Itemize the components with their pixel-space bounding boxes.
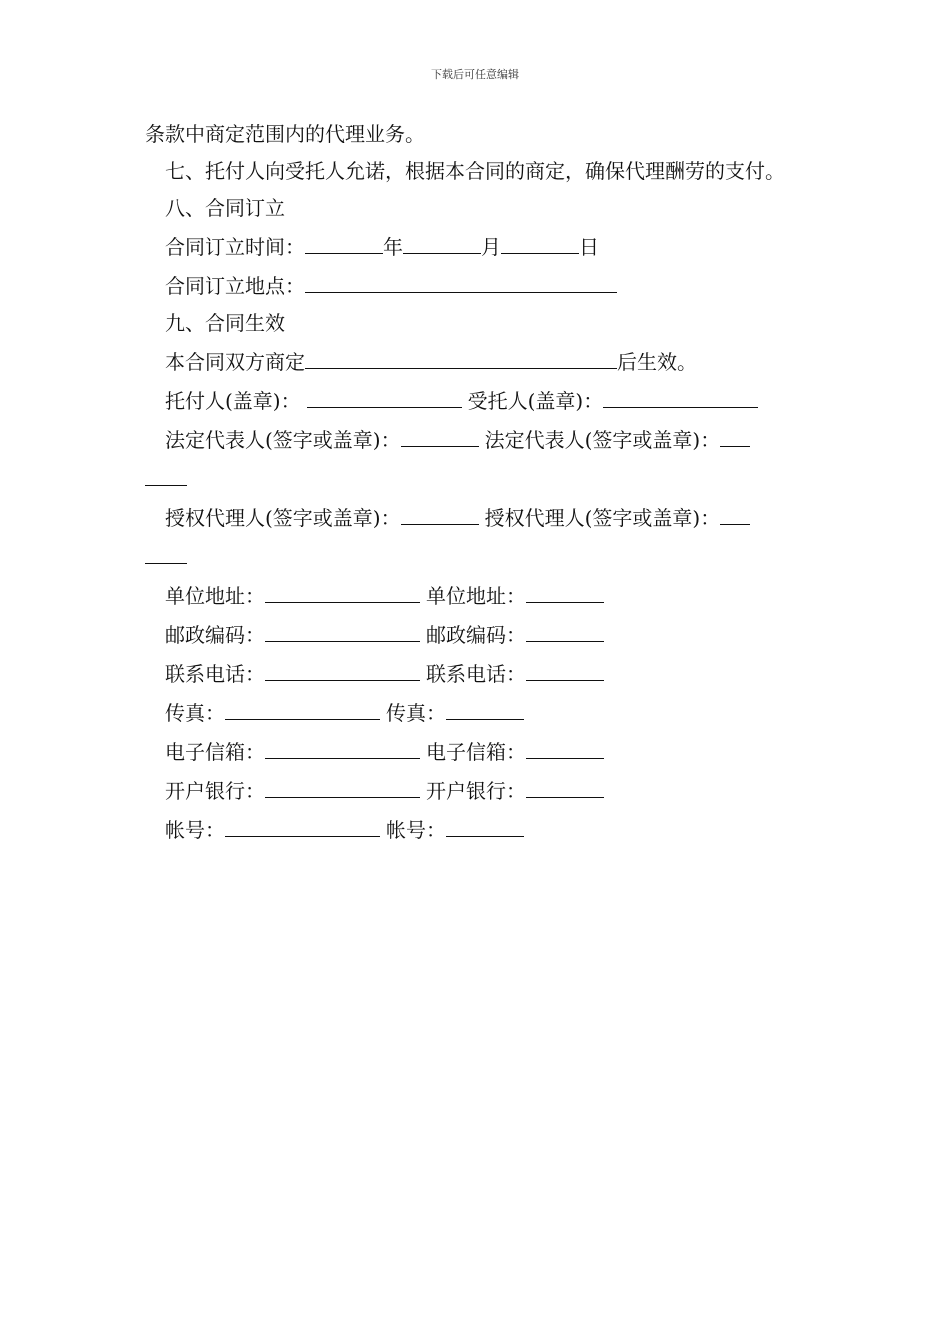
agent-account-blank[interactable] (446, 810, 524, 837)
agent-seal-blank[interactable] (603, 381, 758, 408)
principal-authorized-label: 授权代理人(签字或盖章)： (165, 506, 401, 530)
bank-line (145, 771, 810, 810)
principal-legal-rep-blank[interactable] (401, 420, 479, 447)
principal-fax-label: 传真： (165, 701, 225, 725)
party-seal-line (145, 381, 810, 420)
agent-phone-label: 联系电话： (426, 662, 526, 686)
agent-authorized-blank-cont[interactable] (145, 537, 187, 564)
principal-bank-blank[interactable] (265, 771, 420, 798)
month-blank[interactable] (403, 227, 481, 254)
principal-address-blank[interactable] (265, 576, 420, 603)
agent-authorized-blank[interactable] (720, 498, 750, 525)
principal-phone-label: 联系电话： (165, 662, 265, 686)
contract-body (145, 116, 810, 849)
principal-seal-label: 托付人(盖章)： (165, 389, 301, 413)
clause-seven: 七、托付人向受托人允诺，根据本合同的商定，确保代理酬劳的支付。 (165, 159, 785, 183)
clause-continuation: 条款中商定范围内的代理业务。 (145, 122, 425, 146)
agent-legal-rep-blank-cont[interactable] (145, 459, 187, 486)
principal-account-blank[interactable] (225, 810, 380, 837)
principal-legal-rep-label: 法定代表人(签字或盖章)： (165, 428, 401, 452)
principal-postcode-label: 邮政编码： (165, 623, 265, 647)
principal-address-label: 单位地址： (165, 584, 265, 608)
authorized-agent-line (145, 498, 810, 537)
principal-seal-blank[interactable] (307, 381, 462, 408)
page-header: 下载后可任意编辑 (431, 68, 519, 81)
principal-fax-blank[interactable] (225, 693, 380, 720)
signing-place-line (145, 266, 810, 305)
agent-address-blank[interactable] (526, 576, 604, 603)
agent-bank-label: 开户银行： (426, 779, 526, 803)
principal-email-blank[interactable] (265, 732, 420, 759)
effect-line (145, 342, 810, 381)
effect-suffix: 后生效。 (617, 350, 697, 374)
agent-legal-rep-label: 法定代表人(签字或盖章)： (484, 428, 721, 452)
signing-place-label: 合同订立地点： (165, 274, 305, 298)
email-line (145, 732, 810, 771)
section-nine-heading: 九、合同生效 (165, 311, 285, 335)
agent-email-blank[interactable] (526, 732, 604, 759)
agent-bank-blank[interactable] (526, 771, 604, 798)
principal-postcode-blank[interactable] (265, 615, 420, 642)
agent-fax-label: 传真： (386, 701, 446, 725)
principal-authorized-blank[interactable] (401, 498, 479, 525)
day-label: 日 (579, 235, 599, 259)
agent-address-label: 单位地址： (426, 584, 526, 608)
fax-line (145, 693, 810, 732)
agent-seal-label: 受托人(盖章)： (467, 389, 604, 413)
agent-legal-rep-blank[interactable] (720, 420, 750, 447)
legal-rep-line (145, 420, 810, 459)
signing-date-label: 合同订立时间： (165, 235, 305, 259)
address-line (145, 576, 810, 615)
agent-email-label: 电子信箱： (426, 740, 526, 764)
effect-condition-blank[interactable] (305, 342, 617, 369)
year-label: 年 (383, 235, 403, 259)
agent-fax-blank[interactable] (446, 693, 524, 720)
agent-authorized-label: 授权代理人(签字或盖章)： (484, 506, 721, 530)
principal-account-label: 帐号： (165, 818, 225, 842)
principal-phone-blank[interactable] (265, 654, 420, 681)
authorized-agent-line-wrap (145, 537, 810, 576)
effect-label: 本合同双方商定 (165, 350, 305, 374)
agent-account-label: 帐号： (386, 818, 446, 842)
agent-postcode-label: 邮政编码： (426, 623, 526, 647)
signing-place-blank[interactable] (305, 266, 617, 293)
year-blank[interactable] (305, 227, 383, 254)
account-line (145, 810, 810, 849)
postcode-line (145, 615, 810, 654)
section-eight-heading: 八、合同订立 (165, 196, 285, 220)
day-blank[interactable] (501, 227, 579, 254)
principal-email-label: 电子信箱： (165, 740, 265, 764)
agent-postcode-blank[interactable] (526, 615, 604, 642)
legal-rep-line-wrap (145, 459, 810, 498)
signing-date-line (145, 227, 810, 266)
phone-line (145, 654, 810, 693)
agent-phone-blank[interactable] (526, 654, 604, 681)
month-label: 月 (481, 235, 501, 259)
principal-bank-label: 开户银行： (165, 779, 265, 803)
